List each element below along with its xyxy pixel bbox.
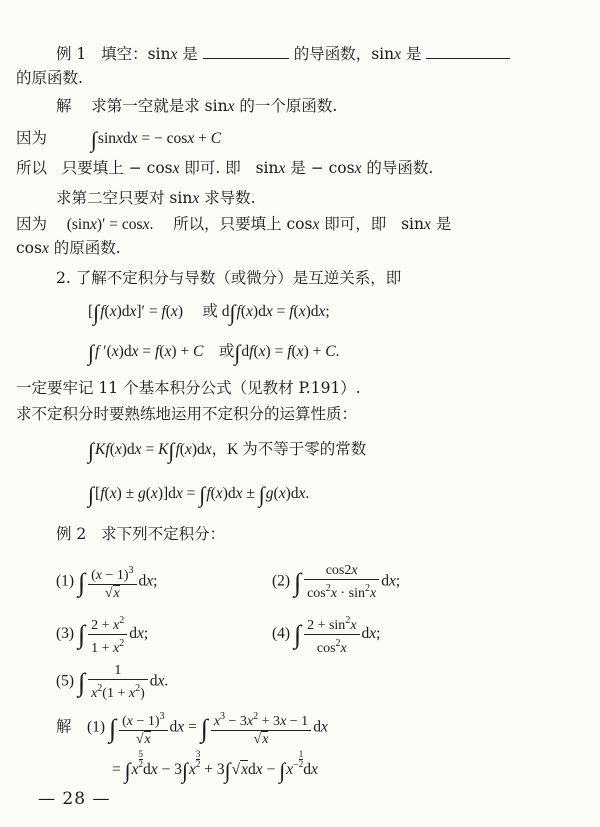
integral-sign-icon: ∫ [234,340,241,365]
integral-sign-icon: ∫ [77,567,86,597]
example-2-label: 例 2 [56,525,87,543]
because-line-2: 因为 (sinx)′ = cosx. 所以，只要填上 cosx 即可，即 sinx 是 [16,215,452,233]
integral-sign-icon: ∫ [258,482,265,507]
solution-1-intro: 解 求第一空就是求 sinx 的一个原函数. [56,97,338,115]
solution-label: 解 [56,97,72,115]
memorize-note: 一定要牢记 11 个基本积分公式（见教材 P.191）. [16,379,361,397]
solution-2-1: 解 (1) ∫ $\frac{(x - 1)^3}{√x}$ dx = ∫ $\frac{x^3 - 3x^2 + 3x - 1}{√x}$ dx [56,711,328,747]
inverse-relation-formula-1: [∫f(x)dx]′ = f(x) 或 d∫f(x)dx = f(x)dx; [88,300,330,325]
sum-rule: ∫[f(x) ± g(x)]dx = ∫f(x)dx ± ∫g(x)dx. [88,482,310,507]
problem-4: (4) ∫ $\frac{2 + \sin^2x}{\cos^2x}$ dx; [272,615,381,656]
answer-blank-2 [426,44,510,59]
integral-sign-icon: ∫ [293,620,302,650]
integral-sign-icon: ∫ [77,667,86,697]
answer-blank-1 [203,44,289,59]
second-blank-line: 求第二空只要对 sinx 求导数. [56,189,256,207]
integral-sign-icon: ∫ [124,758,131,783]
integral-sign-icon: ∫ [90,127,97,152]
example-1-question-cont: 的原函数. [16,69,83,87]
point-2-heading: 2. 了解不定积分与导数（或微分）是互逆关系，即 [56,269,402,287]
integral-sign-icon: ∫ [88,482,95,507]
because-line-2-cont: cosx 的原函数. [16,239,121,257]
integral-sign-icon: ∫ [279,758,286,783]
constant-multiple-rule: ∫Kf(x)dx = K∫f(x)dx，K 为不等于零的常数 [88,438,367,463]
solution-2-label: 解 [56,718,72,736]
properties-note: 求不定积分时要熟练地运用不定积分的运算性质： [16,405,358,423]
integral-sign-icon: ∫ [168,438,175,463]
example-1-question: 例 1 填空：sinx 是 的导函数，sinx 是 [56,44,510,65]
integral-sign-icon: ∫ [88,340,95,365]
integral-sign-icon: ∫ [229,300,236,325]
so-line-1: 所以 只要填上 − cosx 即可. 即 sinx 是 − cosx 的导函数. [16,159,434,177]
problem-2: (2) ∫ $\frac{\cos 2x}{\cos^2x \cdot \sin^2x}$ dx; [272,563,401,601]
example-2-heading: 例 2 求下列不定积分： [56,525,226,543]
integral-sign-icon: ∫ [224,758,231,783]
problem-5: (5) ∫ $\frac{1}{x^2(1 + x^2)}$ dx. [56,663,169,701]
solution-2-1-step: = ∫x $\frac{5}{2}$ dx − 3∫x $\frac{3}{2}$ + 3∫√xdx − ∫x− $\frac{1}{2}$ dx [112,749,318,783]
integral-sin-formula: ∫sinxdx = − cosx + C [90,127,222,152]
inverse-relation-formula-2: ∫f ′(x)dx = f(x) + C 或∫df(x) = f(x) + C. [88,340,340,365]
integral-sign-icon: ∫ [77,620,86,650]
integral-sign-icon: ∫ [293,567,302,597]
integral-sign-icon: ∫ [200,713,208,743]
integral-sign-icon: ∫ [88,438,95,463]
problem-1: (1) ∫ $\frac{(x - 1)^3}{√x}$ dx; [56,565,158,601]
integral-sign-icon: ∫ [108,713,117,743]
example-1-label: 例 1 [56,45,87,63]
because-line-1: 因为 ∫sinxdx = − cosx + C [16,127,222,152]
page-number: — 28 — [38,789,111,809]
integral-sign-icon: ∫ [199,482,206,507]
problem-3: (3) ∫ $\frac{2 + x^2}{1 + x^2}$ dx; [56,615,149,656]
integral-sign-icon: ∫ [181,758,188,783]
integral-sign-icon: ∫ [93,300,100,325]
